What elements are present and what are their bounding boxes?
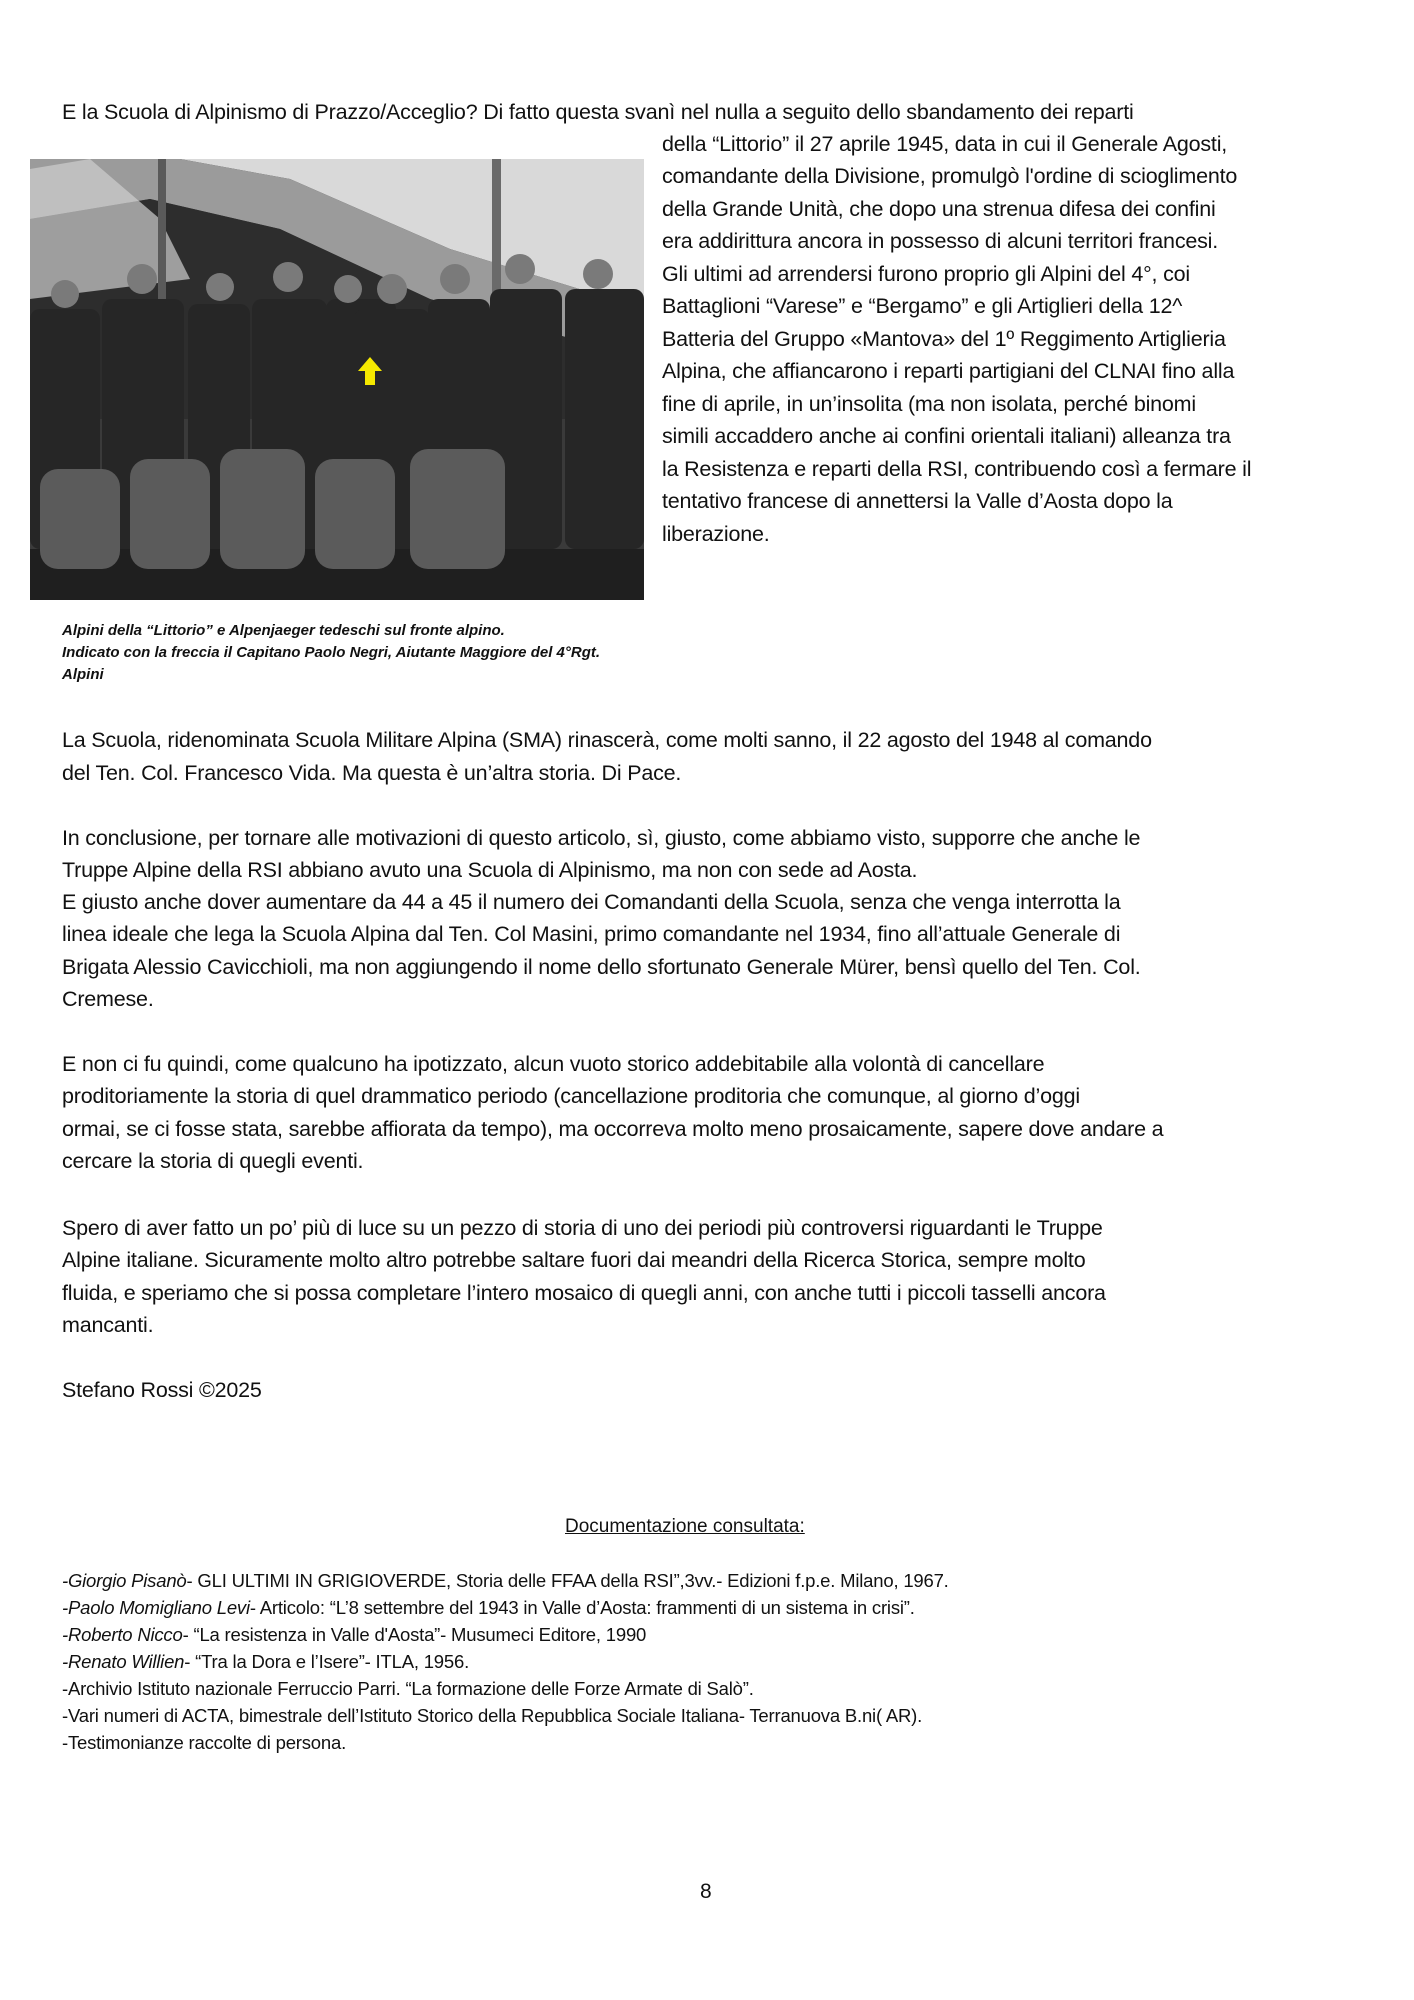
- body-line: mancanti.: [62, 1313, 154, 1337]
- reference-item: [62, 1622, 646, 1648]
- body-line: Brigata Alessio Cavicchioli, ma non aggiungendo il nome dello sfortunato Generale Mürer, bensì quello del Ten. Col.: [62, 955, 1141, 979]
- reference-text: - Articolo: “L’8 settembre del 1943 in Valle d’Aosta: frammenti di un sistema in crisi”.: [249, 1597, 915, 1618]
- reference-text: - GLI ULTIMI IN GRIGIOVERDE, Storia delle FFAA della RSI”,3vv.- Edizioni f.p.e. Milano, 1967.: [186, 1570, 949, 1591]
- body-line: In conclusione, per tornare alle motivazioni di questo articolo, sì, giusto, come abbiamo visto, supporre che anche le: [62, 826, 1141, 850]
- body-line: ormai, se ci fosse stata, sarebbe affiorata da tempo), ma occorreva molto meno prosaicamente, sapere dove andare a: [62, 1117, 1164, 1141]
- photo-caption-line: Alpini: [62, 666, 104, 683]
- reference-text: -Archivio Istituto nazionale Ferruccio Parri. “La formazione delle Forze Armate di Salò”.: [62, 1678, 754, 1699]
- references-heading: Documentazione consultata:: [565, 1516, 805, 1537]
- wrapped-line: della “Littorio” il 27 aprile 1945, data in cui il Generale Agosti,: [662, 132, 1228, 156]
- photo-caption-line: Indicato con la freccia il Capitano Paolo Negri, Aiutante Maggiore del 4°Rgt.: [62, 644, 601, 661]
- wrapped-line: Gli ultimi ad arrendersi furono proprio gli Alpini del 4°, coi: [662, 262, 1190, 286]
- body-line: E non ci fu quindi, come qualcuno ha ipotizzato, alcun vuoto storico addebitabile alla volontà di cancellare: [62, 1052, 1045, 1076]
- wrapped-line: era addirittura ancora in possesso di alcuni territori francesi.: [662, 229, 1219, 253]
- wrapped-line: tentativo francese di annettersi la Valle d’Aosta dopo la: [662, 489, 1173, 513]
- wrapped-line: Alpina, che affiancarono i reparti partigiani del CLNAI fino alla: [662, 359, 1235, 383]
- reference-item: [62, 1676, 754, 1702]
- wrapped-line: simili accaddero anche ai confini orientali italiani) alleanza tra: [662, 424, 1231, 448]
- intro-line: E la Scuola di Alpinismo di Prazzo/Acceglio? Di fatto questa svanì nel nulla a seguito dello sbandamento dei reparti: [62, 100, 1134, 124]
- body-line: Truppe Alpine della RSI abbiano avuto una Scuola di Alpinismo, ma non con sede ad Aosta.: [62, 858, 918, 882]
- wrapped-line: Batteria del Gruppo «Mantova» del 1º Reggimento Artiglieria: [662, 327, 1226, 351]
- reference-item: [62, 1595, 915, 1621]
- body-line: fluida, e speriamo che si possa completare l’intero mosaico di quegli anni, con anche tutti i piccoli tasselli ancora: [62, 1281, 1106, 1305]
- reference-author: -Renato Willien: [62, 1651, 185, 1672]
- author-signature: Stefano Rossi ©2025: [62, 1378, 262, 1402]
- photo-caption-line: Alpini della “Littorio” e Alpenjaeger tedeschi sul fronte alpino.: [62, 622, 505, 639]
- reference-item: [62, 1703, 922, 1729]
- body-line: Cremese.: [62, 987, 154, 1011]
- wrapped-line: Battaglioni “Varese” e “Bergamo” e gli Artiglieri della 12^: [662, 294, 1183, 318]
- wrapped-line: liberazione.: [662, 522, 770, 546]
- reference-author: -Roberto Nicco: [62, 1624, 183, 1645]
- reference-item: [62, 1568, 949, 1594]
- reference-text: - “Tra la Dora e l’Isere”- ITLA, 1956.: [184, 1651, 470, 1672]
- reference-text: -Testimonianze raccolte di persona.: [62, 1732, 347, 1753]
- body-line: del Ten. Col. Francesco Vida. Ma questa è un’altra storia. Di Pace.: [62, 761, 682, 785]
- body-line: cercare la storia di quegli eventi.: [62, 1149, 364, 1173]
- wrapped-line: la Resistenza e reparti della RSI, contribuendo così a fermare il: [662, 457, 1252, 481]
- wrapped-line: fine di aprile, in un’insolita (ma non isolata, perché binomi: [662, 392, 1196, 416]
- photo-illustration: [30, 159, 644, 600]
- wrapped-line: della Grande Unità, che dopo una strenua difesa dei confini: [662, 197, 1216, 221]
- body-line: La Scuola, ridenominata Scuola Militare Alpina (SMA) rinascerà, come molti sanno, il 22 agosto del 1948 al comando: [62, 728, 1152, 752]
- reference-author: -Giorgio Pisanò: [62, 1570, 187, 1591]
- historical-group-photo: [30, 159, 644, 600]
- wrapped-line: comandante della Divisione, promulgò l'ordine di scioglimento: [662, 164, 1238, 188]
- reference-item: [62, 1730, 346, 1756]
- reference-text: -Vari numeri di ACTA, bimestrale dell’Istituto Storico della Repubblica Sociale Italiana- Terranuova B.ni( AR).: [62, 1705, 923, 1726]
- page-number: 8: [700, 1880, 712, 1903]
- body-line: E giusto anche dover aumentare da 44 a 45 il numero dei Comandanti della Scuola, senza che venga interrotta la: [62, 890, 1121, 914]
- body-line: Spero di aver fatto un po’ più di luce su un pezzo di storia di uno dei periodi più controversi riguardanti le Truppe: [62, 1216, 1103, 1240]
- reference-text: - “La resistenza in Valle d'Aosta”- Musumeci Editore, 1990: [182, 1624, 647, 1645]
- reference-author: -Paolo Momigliano Levi: [62, 1597, 250, 1618]
- body-line: proditoriamente la storia di quel drammatico periodo (cancellazione proditoria che comunque, al giorno d’oggi: [62, 1084, 1080, 1108]
- body-line: linea ideale che lega la Scuola Alpina dal Ten. Col Masini, primo comandante nel 1934, fino all’attuale Generale di: [62, 922, 1121, 946]
- body-line: Alpine italiane. Sicuramente molto altro potrebbe saltare fuori dai meandri della Ricerca Storica, sempre molto: [62, 1248, 1086, 1272]
- reference-item: [62, 1649, 469, 1675]
